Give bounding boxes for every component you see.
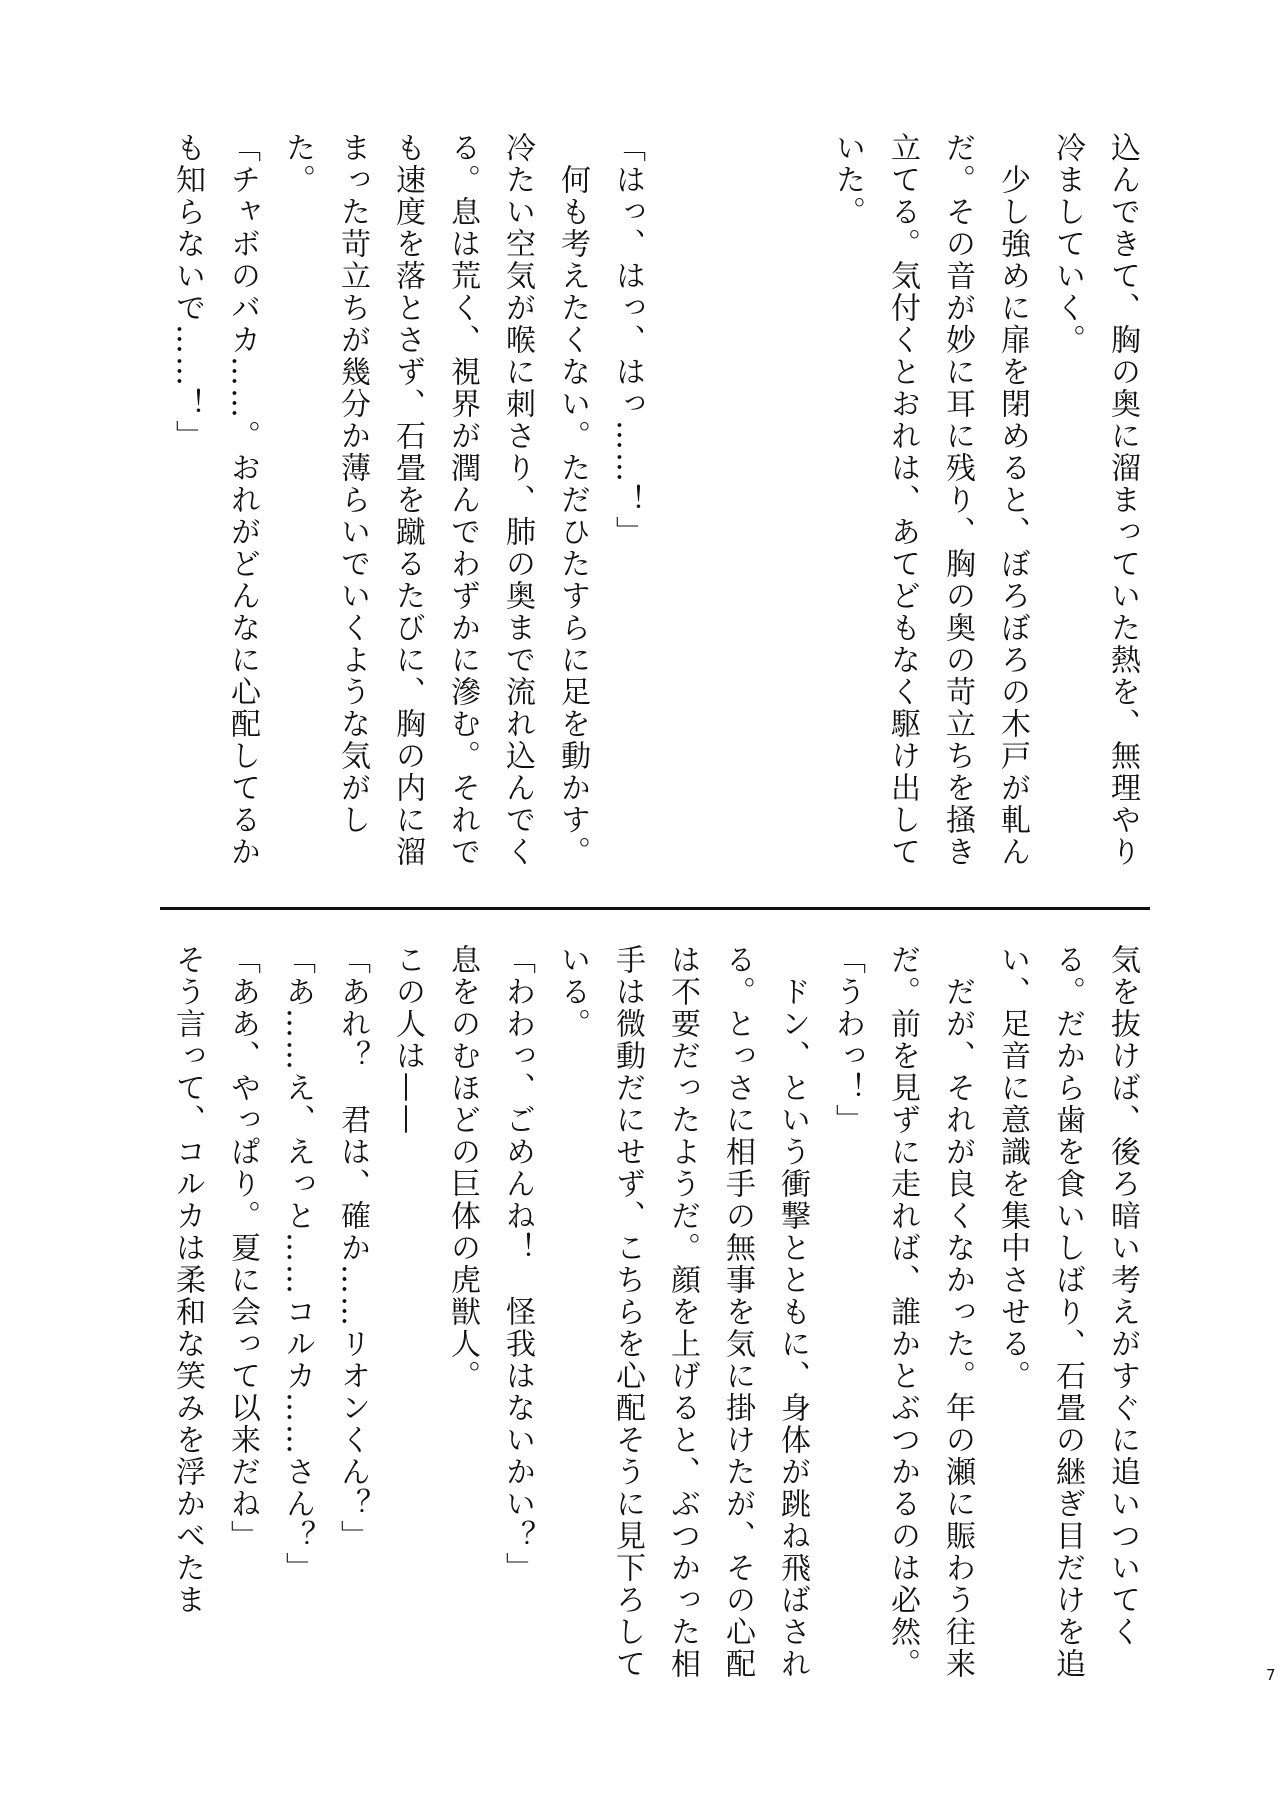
text-line: 「はっ、はっ、はっ……！」 [610,132,645,548]
text-line: 「わわっ、ごめんね！ 怪我はないかい？」 [500,944,535,1584]
text-line: 「ああ、やっぱり。夏に会って以来だね」 [225,944,260,1552]
top-tier-text [160,132,1150,868]
text-line: も知らないで……！」 [170,132,205,452]
bottom-tier-text [160,944,1150,1680]
text-line: 「あ……え、えっと……コルカ……さん？」 [280,944,315,1584]
text-line: いた。 [830,132,865,228]
blank-line [655,132,710,862]
text-line: い、足音に意識を集中させる。 [995,944,1030,1392]
text-line: 手は微動だにせず、こちらを心配そうに見下ろして [610,944,645,1680]
text-line: 息をのむほどの巨体の虎獣人。 [445,944,480,1392]
text-line: る。だから歯を食いしばり、石畳の継ぎ目だけを追 [1050,944,1085,1680]
text-line: る。息は荒く、視界が潤んでわずかに滲む。それで [445,132,480,868]
text-line: 「あれ？ 君は、確か……リオンくん？」 [335,944,370,1552]
blank-line [710,132,765,862]
text-line: 冷ましていく。 [1050,132,1085,356]
text-line: この人は—— [390,944,425,1136]
text-line: 「チャボのバカ……。おれがどんなに心配してるか [225,132,260,868]
text-line: 「うわっ！」 [830,944,865,1136]
text-line: る。とっさに相手の無事を気に掛けたが、その心配 [720,944,755,1680]
text-line: は不要だったようだ。顔を上げると、ぶつかった相 [665,944,700,1680]
text-line: いる。 [555,944,590,1040]
text-line: だ。その音が妙に耳に残り、胸の奥の苛立ちを掻き [940,132,975,868]
text-line: 何も考えたくない。ただひたすらに足を動かす。 [555,132,590,868]
blank-line [765,132,820,862]
text-line: 込んできて、胸の奥に溜まっていた熱を、無理やり [1105,132,1140,868]
tier-divider [160,907,1150,910]
text-line: だ。前を見ずに走れば、誰かとぶつかるのは必然。 [885,944,920,1680]
text-line: た。 [280,132,315,196]
text-line: 立てる。気付くとおれは、あてどもなく駆け出して [885,132,920,868]
text-line: 気を抜けば、後ろ暗い考えがすぐに追いついてく [1105,944,1140,1648]
text-line: まった苛立ちが幾分か薄らいでいくような気がし [335,132,370,836]
text-line: 少し強めに扉を閉めると、ぼろぼろの木戸が軋ん [995,132,1030,868]
page-number: 7 [1266,1666,1276,1684]
text-line: そう言って、コルカは柔和な笑みを浮かべたま [170,944,205,1616]
text-line: も速度を落とさず、石畳を蹴るたびに、胸の内に溜 [390,132,425,868]
text-line: 冷たい空気が喉に刺さり、肺の奥まで流れ込んでく [500,132,535,868]
text-line: ドン、という衝撃とともに、身体が跳ね飛ばされ [775,944,810,1680]
text-line: だが、それが良くなかった。年の瀬に賑わう往来 [940,944,975,1680]
